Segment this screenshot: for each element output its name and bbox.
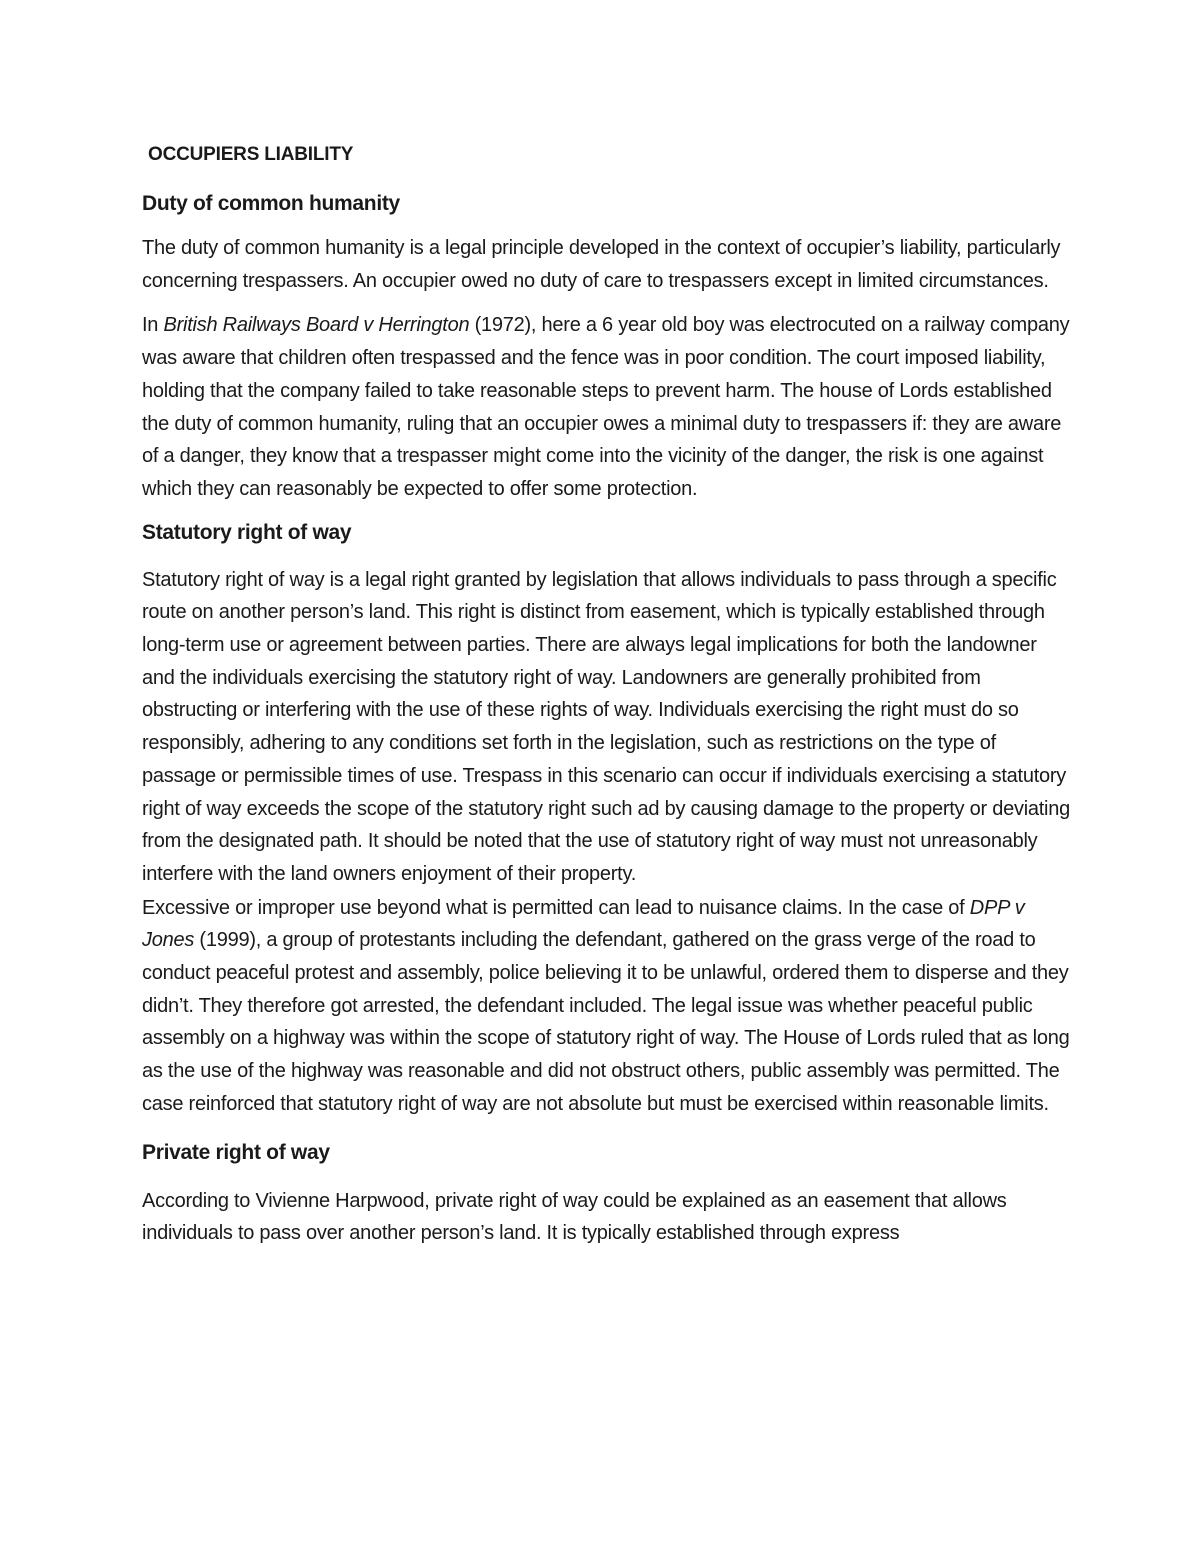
section-heading-statutory-right-of-way: Statutory right of way [142,520,352,544]
paragraph-private-right-of-way: According to Vivienne Harpwood, private right of way could be explained as an easement that allows individuals to pass over another person’s land. It is typically established through express [142,1189,1007,1245]
text-span: Excessive or improper use beyond what is permitted can lead to nuisance claims. In the case of [142,896,970,919]
paragraph-duty-intro: The duty of common humanity is a legal principle developed in the context of occupier’s liability, particularly concerning trespassers. An occupier owed no duty of care to trespassers except in limited circumstances. [142,237,1061,292]
text-span: (1999), a group of protestants including the defendant, gathered on the grass verge of the road to conduct peaceful protest and assembly, police believing it to be unlawful, ordered them to disperse and they didn’t. They therefore got arrested, the defendant included. The legal issue was whether peaceful public assembly on a highway was within the scope of statutory right of way. The House of Lords ruled that as long as the use of the highway was reasonable and did not obstruct others, public assembly was permitted. The case reinforced that statutory right of way are not absolute but must be exercised within reasonable limits. [142,929,1070,1115]
document-body [142,141,1072,1250]
text-span: In [142,314,164,337]
paragraph-statutory-definition: Statutory right of way is a legal right granted by legislation that allows individuals to pass through a specific route on another person’s land. This right is distinct from easement, which is typically established through long-term use or agreement between parties. There are always legal implications for both the landowner and the individuals exercising the statutory right of way. Landowners are generally prohibited from obstructing or interfering with the use of these rights of way. Individuals exercising the right must do so responsibly, adhering to any conditions set forth in the legislation, such as restrictions on the type of passage or permissible times of use. Trespass in this scenario can occur if individuals exercising a statutory right of way exceeds the scope of the statutory right such ad by causing damage to the property or deviating from the designated path. It should be noted that the use of statutory right of way must not unreasonably interfere with the land owners enjoyment of their property. [142,568,1070,885]
text-span: (1972), here a 6 year old boy was electrocuted on a railway company was aware that children often trespassed and the fence was in poor condition. The court imposed liability, holding that the company failed to take reasonable steps to prevent harm. The house of Lords established the duty of common humanity, ruling that an occupier owes a minimal duty to trespassers if: they are aware of a danger, they know that a trespasser might come into the vicinity of the danger, the risk is one against which they can reasonably be expected to offer some protection. [142,314,1070,500]
case-name-herrington: British Railways Board v Herrington [163,314,470,337]
case-name-dpp-v-jones: DPP v Jones [142,896,1025,952]
paragraph-herrington-case [142,309,1072,505]
section-heading-duty-of-common-humanity: Duty of common humanity [142,192,400,215]
paragraph-dpp-v-jones-case [142,892,1072,1121]
document-title: OCCUPIERS LIABILITY [148,144,354,165]
section-heading-private-right-of-way: Private right of way [142,1140,330,1164]
